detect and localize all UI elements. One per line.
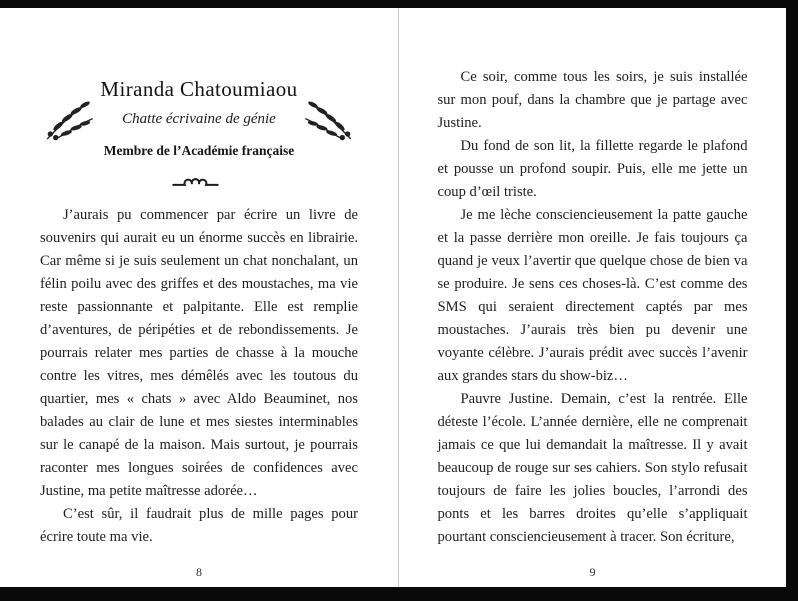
page-left-content <box>40 8 358 549</box>
paragraph: Je me lèche consciencieusement la patte gauche et la passe derrière mon oreille. Je fais toujours ça quand je veux l’avertir que quelque chose de bien va se produire. Je sens ces choses-là. C’est comme des SMS qui seraient directement captés par mes moustaches. J’aurais très bien pu devenir une voyante célèbre. J’aurais prédit avec succès l’avenir aux grandes stars du show-biz… <box>437 207 748 384</box>
paragraph: J’aurais pu commencer par écrire un livre de souvenirs qui aurait eu un énorme succès en librairie. Car même si je suis seulement un chat nonchalant, un félin poilu avec des griffes et des moustaches, ma vie reste passionnante et palpitante. Elle est remplie d’aventures, de péripéties et de rebondissements. Je pourrais relater mes parties de chasse à la mouche contre les vitres, mes démêlés avec les toutous du quartier, mes « chats » avec Aldo Beauminet, nos balades au clair de lune et mes siestes interminables sur le canapé de la maison. Mais surtout, je pourrais raconter mes longues soirées de confidences avec Justine, ma petite maîtresse adorée… <box>40 207 358 499</box>
paragraph: Pauvre Justine. Demain, c’est la rentrée. Elle déteste l’école. L’année dernière, elle ne comprenait jamais ce que lui demandait la maîtresse. Il y avait beaucoup de rouge sur ses cahiers. Son stylo refusait toujours de faire les jolies boucles, l’arrondi des ponts et les barres droites qu’elle s’appliquait pourtant consciencieusement à tracer. Son écriture, <box>437 391 748 545</box>
left-page-text <box>40 204 358 549</box>
page-number-left: 8 <box>196 565 202 579</box>
paragraph: Du fond de son lit, la fillette regarde le plafond et pousse un profond soupir. Puis, elle me jette un coup d’œil triste. <box>437 138 748 200</box>
page-number-right: 9 <box>589 565 596 579</box>
olive-branch-right-icon <box>302 94 356 142</box>
page-right <box>399 8 786 587</box>
book-spread <box>0 8 786 587</box>
right-page-text <box>438 66 748 549</box>
page-left <box>0 8 399 587</box>
page-right-content <box>438 8 748 549</box>
author-title: Miranda Chatoumiaou <box>100 77 298 101</box>
author-subtitle: Chatte écrivaine de génie <box>122 111 276 127</box>
chapter-header <box>40 8 358 204</box>
author-membership: Membre de l’Académie française <box>103 143 295 158</box>
paragraph: C’est sûr, il faudrait plus de mille pages pour écrire toute ma vie. <box>40 506 358 545</box>
squiggle-divider-icon <box>170 176 228 192</box>
paragraph: Ce soir, comme tous les soirs, je suis installée sur mon pouf, dans la chambre que je partage avec Justine. <box>437 69 748 131</box>
olive-branch-left-icon <box>42 94 96 142</box>
